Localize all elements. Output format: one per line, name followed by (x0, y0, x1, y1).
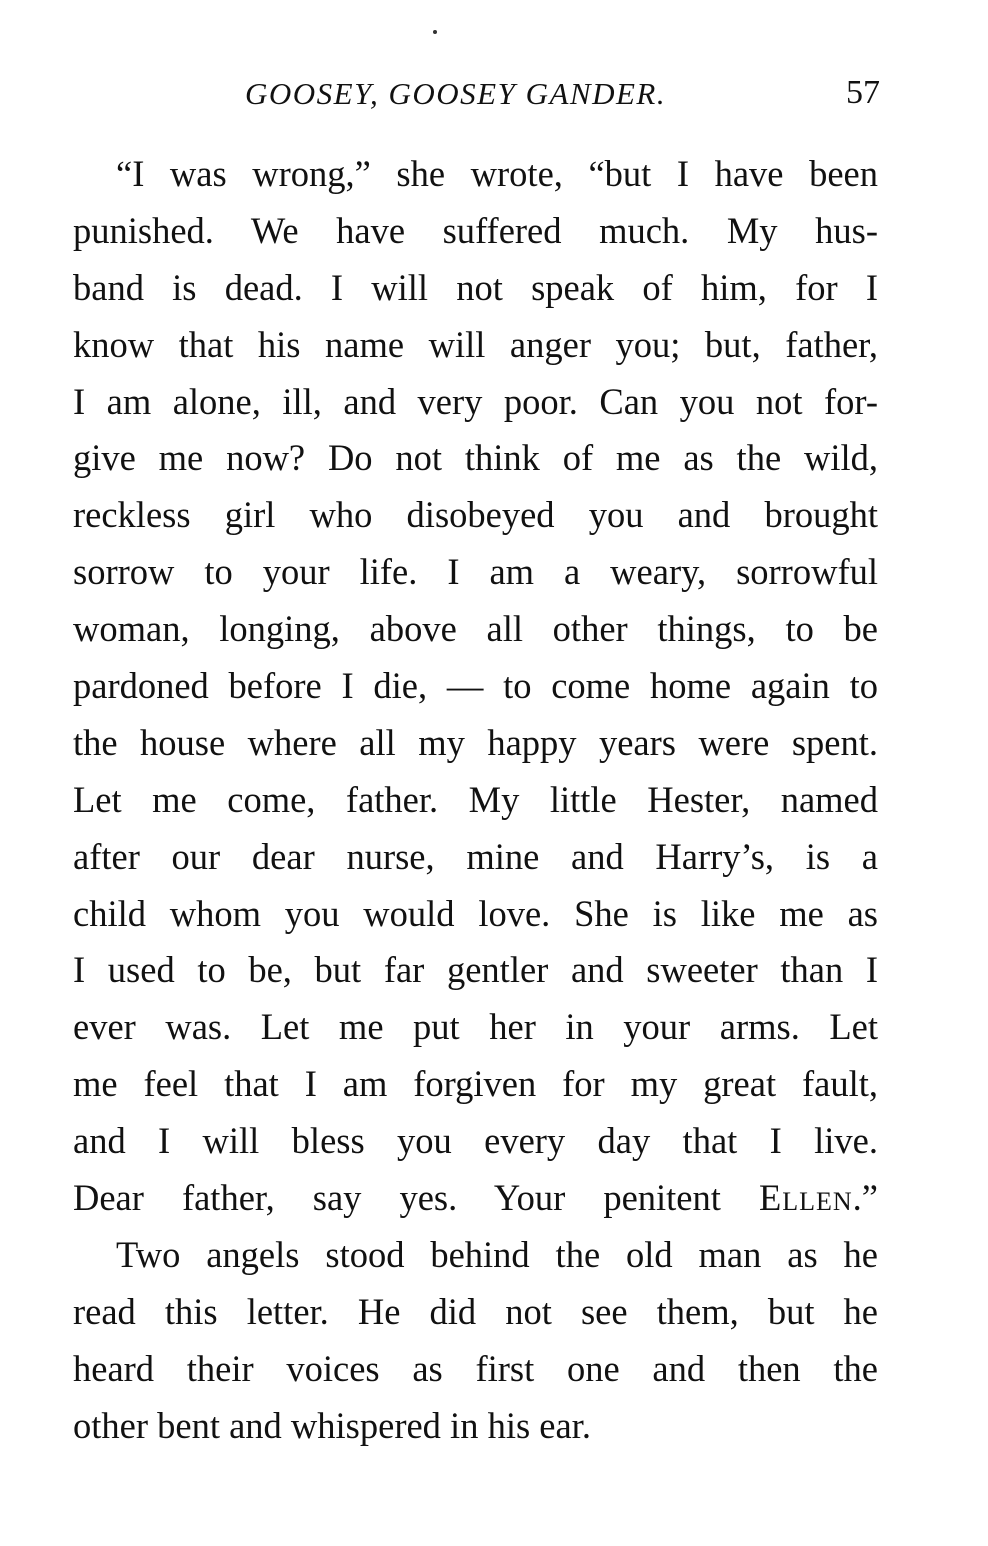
text-line: I used to be, but far gentler and sweeter than I (73, 949, 878, 991)
letter-closing-line (73, 1170, 878, 1227)
text-line: heard their voices as first one and then the (73, 1347, 878, 1389)
text-line: I am alone, ill, and very poor. Can you not for- (73, 380, 878, 422)
text-line: child whom you would love. She is like me as (73, 892, 878, 934)
body-text (73, 146, 878, 1454)
closing-punctuation: .” (852, 1177, 878, 1219)
page-number: 57 (846, 74, 880, 111)
text-line: and I will bless you every day that I live. (73, 1120, 878, 1162)
text-line: after our dear nurse, mine and Harry’s, is a (73, 835, 878, 877)
signature: Ellen (758, 1177, 853, 1219)
text-line: punished. We have suffered much. My hus- (73, 209, 878, 251)
print-speck (433, 30, 437, 34)
text-line: “I was wrong,” she wrote, “but I have been (116, 153, 878, 194)
text-line: woman, longing, above all other things, to be (73, 608, 878, 650)
text-line: read this letter. He did not see them, but he (73, 1290, 878, 1332)
running-title: GOOSEY, GOOSEY GANDER. (245, 76, 667, 111)
text-line: Let me come, father. My little Hester, named (73, 778, 878, 820)
text-line: the house where all my happy years were spent. (73, 721, 878, 763)
letter-paragraph (73, 146, 878, 1227)
text-line: pardoned before I die, — to come home again to (73, 665, 878, 707)
text-line: sorrow to your life. I am a weary, sorrowful (73, 551, 878, 593)
text-line: give me now? Do not think of me as the wild, (73, 437, 878, 479)
text-line: Two angels stood behind the old man as he (116, 1233, 878, 1275)
narrative-paragraph (73, 1227, 878, 1455)
closing-text: Dear father, say yes. Your penitent (73, 1177, 759, 1219)
text-line: me feel that I am forgiven for my great fault, (73, 1063, 878, 1105)
text-line: reckless girl who disobeyed you and brought (73, 494, 878, 536)
running-head (0, 76, 988, 116)
text-line: know that his name will anger you; but, father, (73, 323, 878, 365)
text-line: ever was. Let me put her in your arms. Let (73, 1006, 878, 1048)
text-line: band is dead. I will not speak of him, for I (73, 266, 878, 308)
text-line: other bent and whispered in his ear. (73, 1404, 591, 1446)
